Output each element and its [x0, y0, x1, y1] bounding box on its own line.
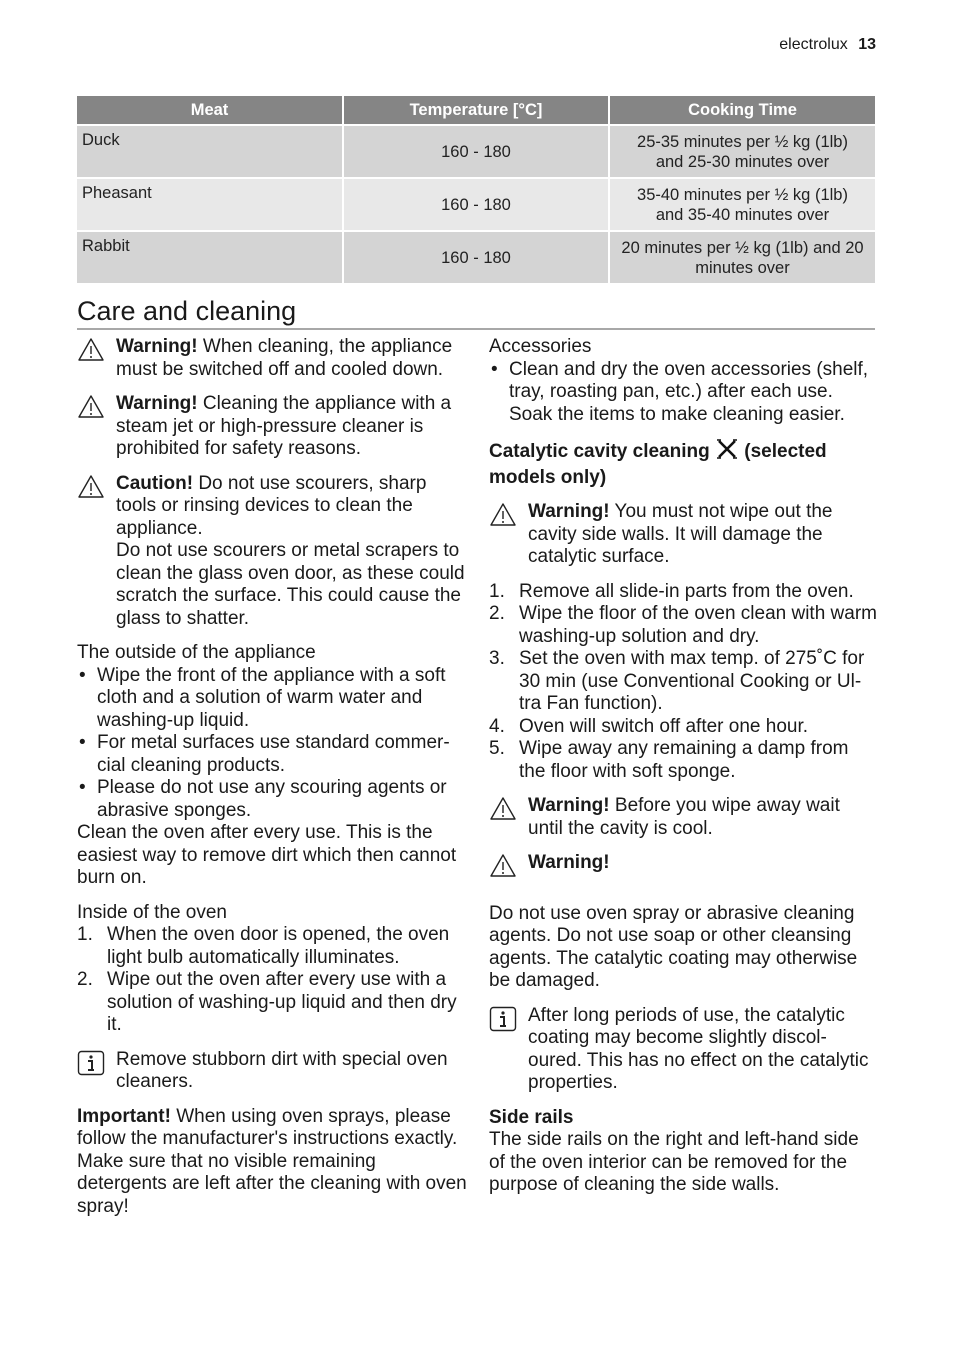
outside-bullet-list [77, 665, 469, 823]
meat-cell: Rabbit [77, 231, 343, 283]
page-number: 13 [858, 36, 876, 53]
cooking-time-line: and 35-40 minutes over [655, 205, 830, 224]
important-text: When using oven sprays, please follow the manufacturer's instructions exactly. Make sure that no visible remaining detergents are left after the cleaning with oven spray! [77, 1105, 467, 1217]
meat-cell: Duck [77, 125, 343, 178]
outside-heading: The outside of the appliance [77, 642, 316, 663]
warning-triangle-icon [489, 501, 528, 534]
warning-triangle-icon [77, 393, 116, 426]
warning-triangle-icon [77, 336, 116, 369]
warning-text: You must not wipe out the cavity side walls. It will damage the catalytic surface. [528, 501, 833, 567]
page-header [779, 36, 876, 54]
warning-notice [77, 336, 469, 381]
warning-label: Warning! [528, 852, 610, 873]
table-header-row [77, 96, 875, 125]
warning-notice [77, 393, 469, 461]
column-header-meat: Meat [77, 96, 343, 125]
side-rails-paragraph: The side rails on the right and left-hand side of the oven interior can be removed for the purpose of cleaning the side walls. [489, 1129, 859, 1195]
warning-text: Cleaning the appliance with a steam jet or high-pressure cleaner is prohibited for safety reasons. [116, 393, 452, 459]
cooking-time-line: 20 minutes per ½ kg (1lb) and 20 [621, 238, 864, 257]
warning-triangle-icon [489, 852, 528, 885]
list-item: • Please do not use any scouring agents or abrasive sponges. [79, 777, 447, 821]
list-item: • Wipe the front of the appliance with a soft cloth and a solution of warm water and washing-up liquid. [79, 664, 446, 731]
info-icon [77, 1049, 116, 1083]
accessories-bullet-list [489, 359, 879, 427]
warning-label: Warning! [116, 336, 198, 357]
list-item: • For metal surfaces use standard commer-cial cleaning products. [79, 732, 450, 776]
important-label: Important! [77, 1105, 171, 1127]
inside-steps-list [77, 924, 469, 1037]
warning-label: Warning! [116, 393, 198, 414]
list-item: 2. Wipe the floor of the oven clean with warm washing-up solution and dry. [489, 603, 878, 647]
info-text: After long periods of use, the catalytic coating may become slightly discol-oured. This has no effect on the catalytic properties. [528, 1004, 869, 1093]
catalytic-cross-icon [715, 438, 739, 467]
cooking-time-cell [609, 125, 875, 178]
inside-heading: Inside of the oven [77, 901, 227, 923]
table-row [77, 178, 875, 231]
cooking-time-cell [609, 178, 875, 231]
warning-label: Warning! [528, 795, 610, 816]
temperature-cell: 160 - 180 [343, 125, 609, 178]
list-item: 1. When the oven door is opened, the oven light bulb automatically illuminates. [77, 924, 450, 968]
list-item: 1. Remove all slide-in parts from the oven. [489, 580, 854, 602]
caution-text: Do not use scourers, sharp tools or rinsing devices to clean the appliance. [116, 472, 427, 539]
left-column [77, 336, 469, 1218]
warning-triangle-icon [77, 473, 116, 506]
outside-paragraph: Clean the oven after every use. This is the easiest way to remove dirt which then cannot burn on. [77, 822, 457, 888]
brand-name: electrolux [779, 36, 848, 53]
cooking-time-cell [609, 231, 875, 283]
list-item: 2. Wipe out the oven after every use with a solution of washing-up liquid and then dry it. [77, 969, 457, 1035]
important-paragraph [77, 1106, 469, 1219]
column-header-cooking-time: Cooking Time [609, 96, 875, 125]
warning-notice [489, 795, 879, 840]
section-title: Care and cleaning [77, 296, 875, 330]
column-header-temperature: Temperature [°C] [343, 96, 609, 125]
warning-notice [489, 852, 879, 885]
cooking-time-line: and 25-30 minutes over [655, 152, 830, 171]
warning-text: When cleaning, the appliance must be switched off and cooled down. [116, 336, 453, 380]
caution-notice [77, 473, 469, 631]
caution-text-continued: Do not use scourers or metal scrapers to clean the glass oven door, as these could scratch the surface. This could cause the glass to shatter. [116, 540, 465, 629]
catalytic-paragraph: Do not use oven spray or abrasive cleaning agents. Do not use soap or other cleansing agents. The catalytic coating may otherwise be damaged. [489, 902, 858, 991]
catalytic-heading: Catalytic cavity cleaning (selected models only) [489, 438, 879, 489]
table-row [77, 125, 875, 178]
meat-cooking-table [77, 96, 875, 283]
caution-label: Caution! [116, 472, 194, 494]
list-item: 3. Set the oven with max temp. of 275˚C for 30 min (use Conventional Cooking or Ul-tra Fan function). [489, 648, 865, 714]
temperature-cell: 160 - 180 [343, 231, 609, 283]
list-item: • Clean and dry the oven accessories (shelf, tray, roasting pan, etc.) after each use. Soak the items to make cleaning easier. [491, 358, 869, 425]
cooking-time-line: minutes over [695, 258, 790, 277]
side-rails-heading: Side rails [489, 1106, 574, 1128]
catalytic-steps-list [489, 581, 879, 784]
warning-notice [489, 501, 879, 569]
warning-label: Warning! [528, 501, 610, 522]
warning-triangle-icon [489, 795, 528, 828]
cooking-time-line: 35-40 minutes per ½ kg (1lb) [637, 185, 848, 204]
info-text: Remove stubborn dirt with special oven cleaners. [116, 1048, 448, 1092]
temperature-cell: 160 - 180 [343, 178, 609, 231]
info-icon [489, 1005, 528, 1039]
meat-cell: Pheasant [77, 178, 343, 231]
info-notice [77, 1049, 469, 1094]
right-column [489, 336, 879, 1197]
info-notice [489, 1005, 879, 1095]
warning-text: Before you wipe away wait until the cavity is cool. [528, 795, 840, 839]
list-item: 4. Oven will switch off after one hour. [489, 715, 809, 737]
table-row [77, 231, 875, 283]
list-item: 5. Wipe away any remaining a damp from the floor with soft sponge. [489, 738, 849, 782]
cooking-time-line: 25-35 minutes per ½ kg (1lb) [637, 132, 848, 151]
accessories-heading: Accessories [489, 336, 592, 357]
